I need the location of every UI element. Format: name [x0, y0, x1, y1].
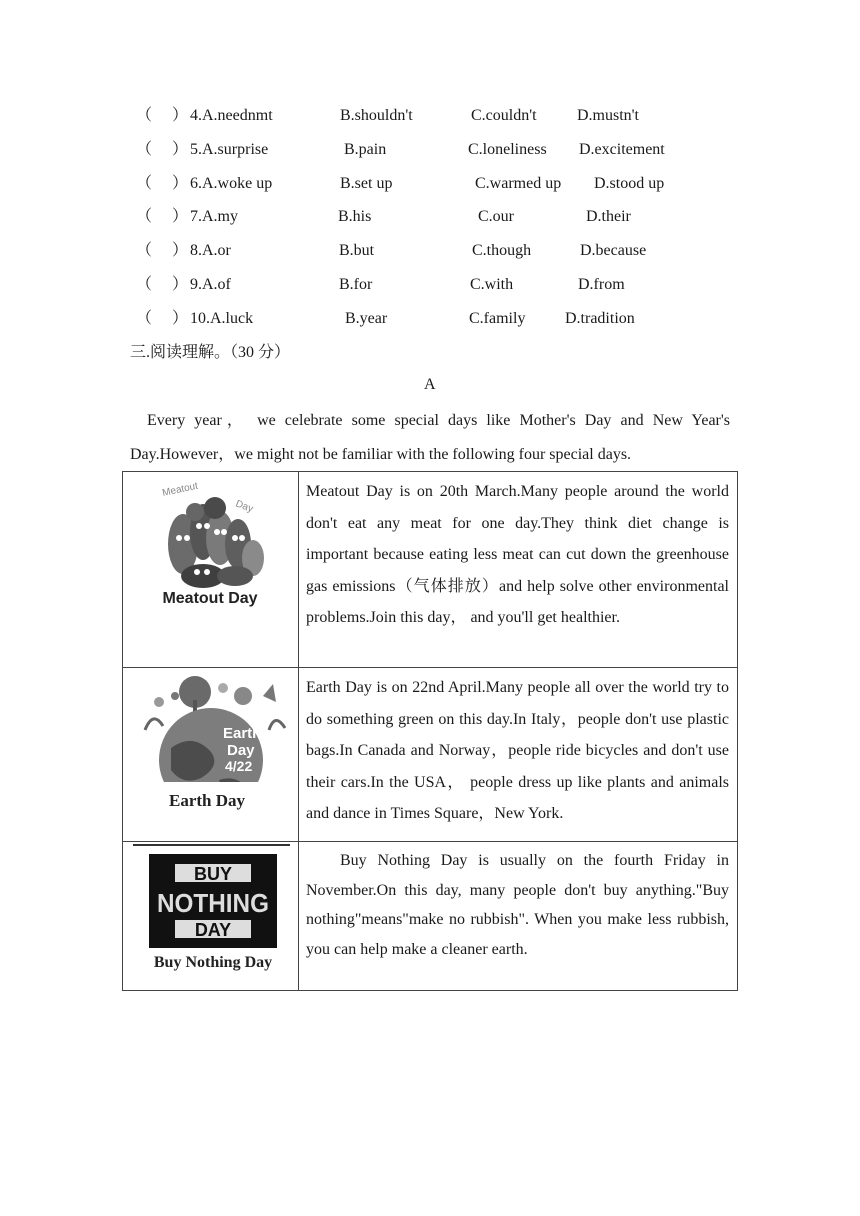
passage-intro: Every year， we celebrate some special days like Mother's Day and New Year's Day.However，we might not be familiar with the following four special days.	[130, 412, 730, 463]
buy-nothing-day-image-cell	[123, 842, 299, 991]
option-c: C.though	[472, 242, 532, 260]
option-d: D.from	[578, 275, 625, 293]
option-a: 7.A.my	[190, 208, 238, 226]
question-row	[132, 104, 752, 138]
option-d: D.excitement	[579, 140, 665, 158]
answer-paren-left: （	[136, 275, 153, 293]
answer-paren-right: ）	[172, 140, 189, 158]
option-b: B.for	[339, 275, 373, 293]
passage-label: A	[424, 376, 436, 393]
earth-day-text: Earth Day is on 22nd April.Many people all over the world try to do something green on this day.In Italy，people don't use plastic bags.In Canada and Norway，people ride bicycles and don't use their cars.In the USA， people dress up like plants and animals and dance in Times Square，New York.	[306, 679, 729, 822]
option-b: B.his	[338, 208, 372, 226]
option-b: B.shouldn't	[340, 107, 413, 124]
answer-paren-right: ）	[172, 275, 189, 293]
answer-paren-left: （	[136, 208, 153, 226]
option-b: B.year	[345, 309, 388, 327]
meatout-logo-day-text: Day	[233, 498, 255, 515]
option-b: B.but	[339, 242, 375, 260]
option-d: D.stood up	[594, 174, 665, 192]
option-c: C.with	[470, 275, 514, 293]
option-b: B.set up	[340, 174, 393, 192]
question-row	[132, 273, 752, 307]
answer-paren-right: ）	[172, 309, 189, 327]
option-d: D.because	[580, 242, 647, 260]
option-c: C.family	[469, 309, 526, 327]
question-row	[132, 307, 752, 341]
answer-paren-left: （	[136, 309, 153, 327]
day-logo-word: DAY	[194, 920, 232, 940]
answer-paren-right: ）	[172, 242, 189, 260]
answer-paren-left: （	[136, 140, 153, 158]
answer-paren-left: （	[136, 174, 153, 192]
special-days-table	[122, 471, 738, 991]
answer-paren-right: ）	[172, 107, 189, 124]
buy-nothing-day-caption: Buy Nothing Day	[153, 954, 273, 971]
option-a: 4.A.neednmt	[190, 107, 273, 124]
meatout-day-description	[299, 472, 738, 668]
option-c: C.loneliness	[468, 140, 547, 158]
meatout-logo-text: Meatout	[161, 480, 199, 499]
option-a: 6.A.woke up	[190, 174, 273, 192]
answer-paren-left: （	[136, 242, 153, 260]
buy-logo-word: BUY	[193, 864, 233, 884]
earth-logo-word: Earth	[223, 725, 262, 742]
question-row	[132, 172, 752, 206]
earth-day-caption: Earth Day	[168, 791, 246, 810]
question-row	[132, 239, 752, 273]
option-c: C.our	[478, 208, 514, 226]
option-a: 8.A.or	[190, 242, 231, 260]
table-row	[123, 472, 738, 668]
answer-paren-right: ）	[172, 174, 189, 192]
earth-logo-date: 4/22	[225, 758, 253, 774]
answer-paren-left: （	[136, 107, 153, 124]
meatout-day-image-cell	[123, 472, 299, 668]
meatout-day-illustration	[123, 472, 298, 667]
earth-day-illustration	[123, 668, 298, 841]
question-row	[132, 205, 752, 239]
option-b: B.pain	[344, 140, 387, 158]
option-a: 10.A.luck	[190, 309, 254, 327]
option-d: D.mustn't	[577, 107, 639, 124]
buy-nothing-day-description	[299, 842, 738, 991]
meatout-day-text: Meatout Day is on 20th March.Many people around the world don't eat any meat for one day.They think diet change is important because eating less meat can cut down the greenhouse gas emissions（气体排放）and help solve other environmental problems.Join this day， and you'll get healthier.	[306, 483, 729, 626]
table-row	[123, 842, 738, 991]
option-d: D.tradition	[565, 309, 635, 327]
meatout-day-caption: Meatout Day	[162, 590, 258, 607]
buy-nothing-day-text: Buy Nothing Day is usually on the fourth Friday in November.On this day, many people don't buy anything."Buy nothing"means"make no rubbish". When you make less rubbish, you can help make a cleaner earth.	[306, 852, 729, 958]
option-c: C.couldn't	[471, 107, 537, 124]
earth-logo-day: Day	[227, 742, 255, 759]
option-a: 5.A.surprise	[190, 140, 269, 158]
earth-day-image-cell	[123, 668, 299, 842]
section-heading: 三.阅读理解。（30 分）	[130, 344, 291, 361]
answer-paren-right: ）	[172, 208, 189, 226]
option-c: C.warmed up	[475, 174, 562, 192]
earth-day-description	[299, 668, 738, 842]
option-a: 9.A.of	[190, 275, 231, 293]
question-row	[132, 138, 752, 172]
nothing-logo-word: NOTHING	[157, 888, 269, 918]
option-d: D.their	[586, 208, 631, 226]
multiple-choice-list	[132, 104, 752, 341]
buy-nothing-day-illustration	[123, 842, 298, 990]
table-row	[123, 668, 738, 842]
